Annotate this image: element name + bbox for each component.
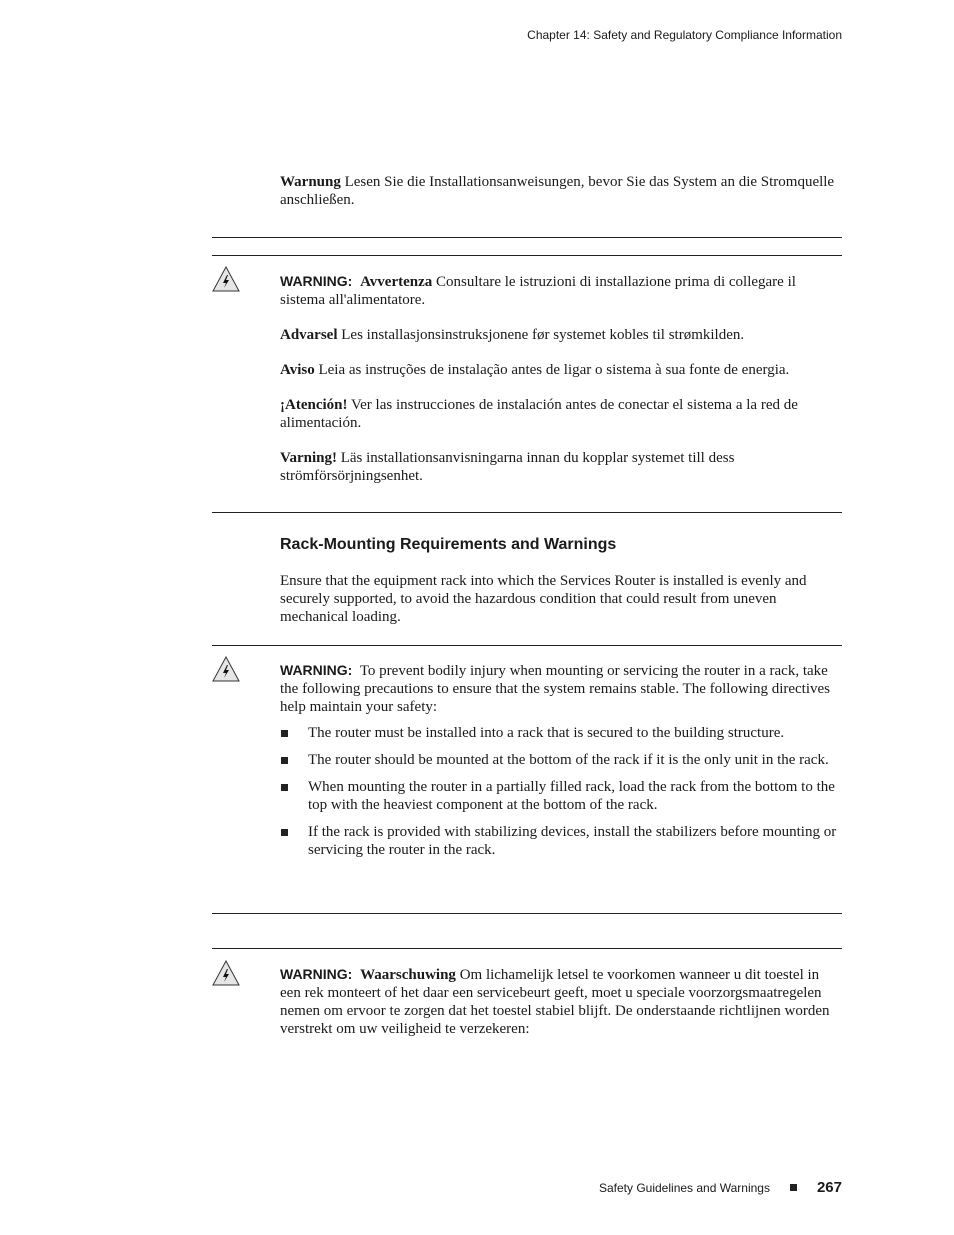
- warning-text: Läs installationsanvisningarna innan du kopplar systemet till dess strömförsörjningsenhet.: [280, 450, 735, 484]
- warning-block-2: [280, 661, 842, 868]
- warning-text: Leia as instruções de instalação antes de ligar o sistema à sua fonte de energia.: [318, 362, 790, 378]
- warning-entry: [280, 449, 842, 485]
- language-label: Varning!: [280, 450, 337, 466]
- warning-entry: [280, 361, 842, 379]
- bullet-icon: [281, 730, 288, 737]
- language-label: Advarsel: [280, 327, 338, 343]
- divider: [212, 237, 842, 238]
- warning-label: WARNING:: [280, 273, 353, 289]
- section-heading: Rack-Mounting Requirements and Warnings: [280, 536, 617, 553]
- divider: [212, 913, 842, 914]
- list-item-text: The router must be installed into a rack that is secured to the building structure.: [308, 725, 785, 741]
- intro-paragraph: [280, 173, 842, 209]
- warning-entry: [280, 396, 842, 432]
- precaution-list: [280, 724, 842, 859]
- bullet-icon: [281, 757, 288, 764]
- warning-text: Consultare le istruzioni di installazione prima di collegare il sistema all'alimentatore.: [280, 274, 796, 308]
- warning-label: WARNING:: [280, 662, 353, 678]
- page-number: 267: [816, 1179, 842, 1196]
- warning-entry: [280, 661, 842, 716]
- warning-icon: [212, 656, 240, 682]
- warning-entry: [280, 272, 842, 309]
- list-item: [280, 751, 842, 769]
- intro-label: Warnung: [280, 174, 341, 190]
- divider: [212, 255, 842, 256]
- section-body: Ensure that the equipment rack into which the Services Router is installed is evenly and securely supported, to avoid the hazardous condition that could result from uneven mechanical loading.: [280, 573, 807, 625]
- warning-block-1: [280, 272, 842, 502]
- warning-label: WARNING:: [280, 966, 353, 982]
- list-item: [280, 823, 842, 859]
- running-header: Chapter 14: Safety and Regulatory Compliance Information: [527, 28, 842, 42]
- warning-icon: [212, 266, 240, 292]
- list-item: [280, 778, 842, 814]
- warning-text: Om lichamelijk letsel te voorkomen wanneer u dit toestel in een rek monteert of het daar een servicebeurt geeft, moet u speciale voorzorgsmaatregelen nemen om ervoor te zorgen dat het toestel stabiel blijft. De onderstaande richtlijnen worden verstrekt om uw veiligheid te verzekeren:: [280, 967, 830, 1037]
- intro-text: Lesen Sie die Installationsanweisungen, bevor Sie das System an die Stromquelle anschließen.: [280, 174, 835, 208]
- footer-title: Safety Guidelines and Warnings: [598, 1180, 770, 1195]
- language-label: Waarschuwing: [360, 967, 456, 983]
- list-item: [280, 724, 842, 742]
- divider: [212, 948, 842, 949]
- bullet-icon: [281, 829, 288, 836]
- separator-icon: [790, 1184, 797, 1191]
- language-label: ¡Atención!: [280, 397, 348, 413]
- warning-text: To prevent bodily injury when mounting or servicing the router in a rack, take the following precautions to ensure that the system remains stable. The following directives help maintain your safety:: [280, 663, 831, 715]
- warning-icon: [212, 960, 240, 986]
- bullet-icon: [281, 784, 288, 791]
- page-footer: [599, 1179, 842, 1196]
- list-item-text: The router should be mounted at the bottom of the rack if it is the only unit in the rack.: [308, 752, 829, 768]
- divider: [212, 645, 842, 646]
- warning-text: Les installasjonsinstruksjonene før systemet kobles til strømkilden.: [341, 327, 745, 343]
- warning-text: Ver las instrucciones de instalación antes de conectar el sistema a la red de alimentación.: [280, 397, 798, 431]
- warning-block-3: [280, 965, 842, 1038]
- warning-entry: [280, 326, 842, 344]
- list-item-text: If the rack is provided with stabilizing devices, install the stabilizers before mounting or servicing the router in the rack.: [308, 824, 837, 858]
- divider: [212, 512, 842, 513]
- language-label: Avvertenza: [360, 274, 433, 290]
- list-item-text: When mounting the router in a partially filled rack, load the rack from the bottom to the top with the heaviest component at the bottom of the rack.: [308, 779, 835, 813]
- language-label: Aviso: [280, 362, 315, 378]
